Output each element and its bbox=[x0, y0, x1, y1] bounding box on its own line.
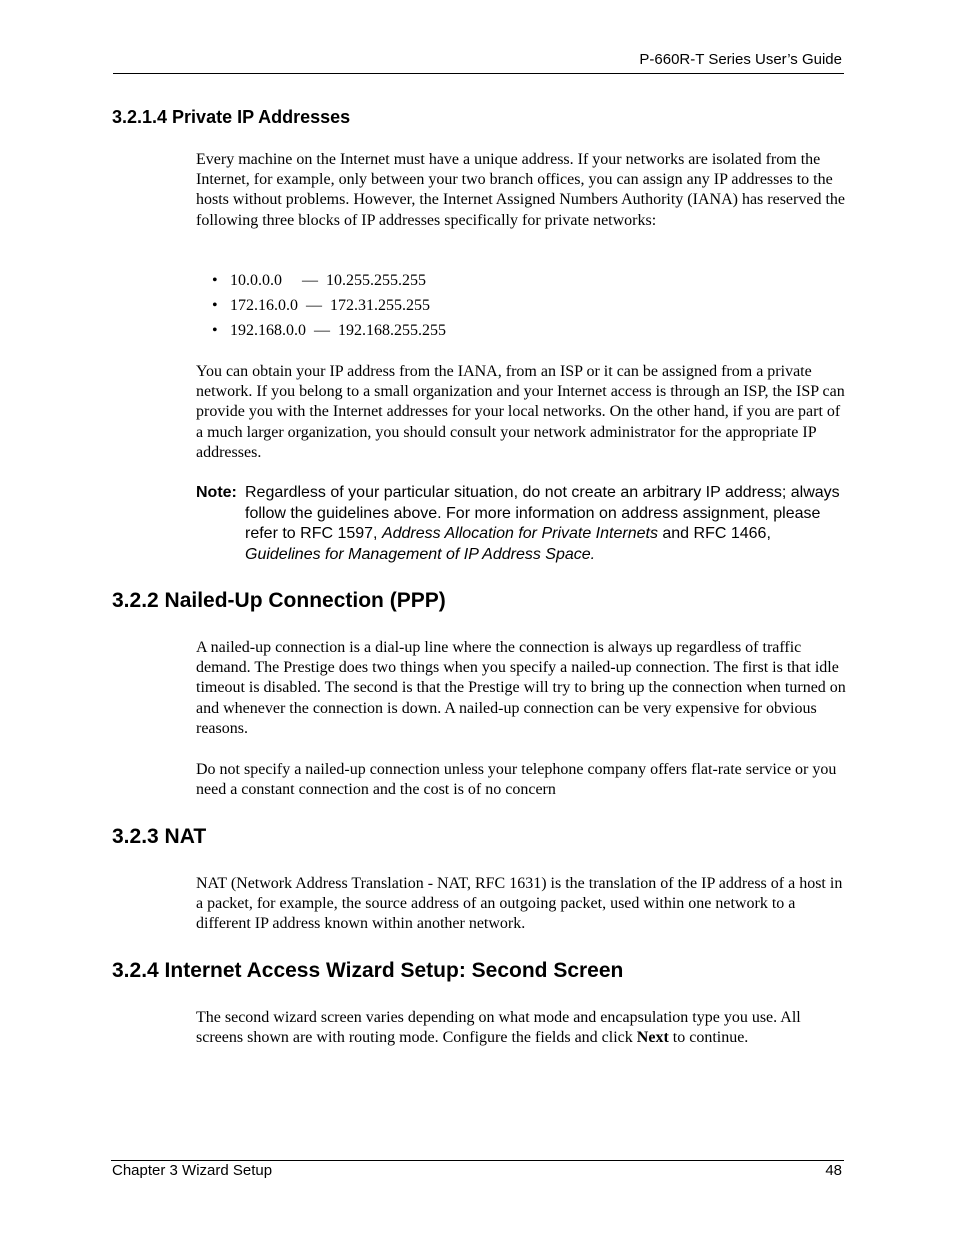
footer-rule bbox=[111, 1160, 844, 1161]
nat-paragraph: NAT (Network Address Translation - NAT, RFC 1631) is the translation of the IP address of a host in a packet, for example, the source address of an outgoing packet, used within one network to a different IP address known within another network. bbox=[196, 875, 843, 933]
section-heading-nailed-up: 3.2.2 Nailed-Up Connection (PPP) bbox=[112, 589, 446, 612]
rfc-1466-title: Guidelines for Management of IP Address Space. bbox=[245, 545, 596, 563]
page-number: 48 bbox=[825, 1162, 842, 1179]
bullet-icon: • bbox=[212, 297, 218, 314]
wizard-paragraph: The second wizard screen varies depending on what mode and encapsulation type you use. All screens shown are with routing mode. Configure the fields and click Next to continue. bbox=[196, 1009, 801, 1047]
rfc-1597-title: Address Allocation for Private Internets bbox=[381, 525, 658, 542]
header-rule bbox=[113, 73, 844, 74]
private-ip-paragraph-2: You can obtain your IP address from the IANA, from an ISP or it can be assigned from a private network. If you belong to a small organization and your Internet access is through an ISP, the ISP can provide you with the Internet addresses for your local networks. On the other hand, if you are part of a much larger organization, you should consult your network administrator for the appropriate IP addresses. bbox=[196, 363, 845, 461]
private-ip-paragraph-1: Every machine on the Internet must have a unique address. If your networks are isolated from the Internet, for example, only between your two branch offices, you can assign any IP addresses to the hosts without problems. However, the Internet Assigned Numbers Authority (IANA) has reserved the following three blocks of IP addresses specifically for private networks: bbox=[196, 151, 846, 229]
header-title: P-660R-T Series User’s Guide bbox=[639, 51, 842, 68]
footer-chapter: Chapter 3 Wizard Setup bbox=[112, 1162, 273, 1179]
note-label: Note: bbox=[196, 484, 237, 501]
section-heading-wizard: 3.2.4 Internet Access Wizard Setup: Second Screen bbox=[112, 959, 624, 982]
next-keyword: Next bbox=[636, 1029, 669, 1047]
bullet-icon: • bbox=[212, 322, 218, 339]
ip-range: 172.16.0.0 — 172.31.255.255 bbox=[230, 297, 430, 314]
note-text: Regardless of your particular situation, do not create an arbitrary IP address; always follow the guidelines above. For more information on address assignment, please refer to RFC 1597, Address Allocation for Private Internets and RFC 1466, Guidelines for Management of IP Address Space. bbox=[245, 484, 840, 563]
ip-range: 192.168.0.0 — 192.168.255.255 bbox=[230, 322, 446, 339]
nailed-up-paragraph-1: A nailed-up connection is a dial-up line where the connection is always up regardless of traffic demand. The Prestige does two things when you specify a nailed-up connection. The first is that idle timeout is disabled. The second is that the Prestige will try to bring up the connection when turned on and whenever the connection is down. A nailed-up connection can be very expensive for obvious reasons. bbox=[196, 639, 846, 737]
section-heading-nat: 3.2.3 NAT bbox=[112, 825, 207, 848]
bullet-icon: • bbox=[212, 272, 218, 289]
nailed-up-paragraph-2: Do not specify a nailed-up connection unless your telephone company offers flat-rate service or you need a constant connection and the cost is of no concern bbox=[196, 761, 837, 799]
section-heading-private-ip: 3.2.1.4 Private IP Addresses bbox=[112, 107, 351, 127]
ip-range: 10.0.0.0 — 10.255.255.255 bbox=[230, 272, 426, 289]
